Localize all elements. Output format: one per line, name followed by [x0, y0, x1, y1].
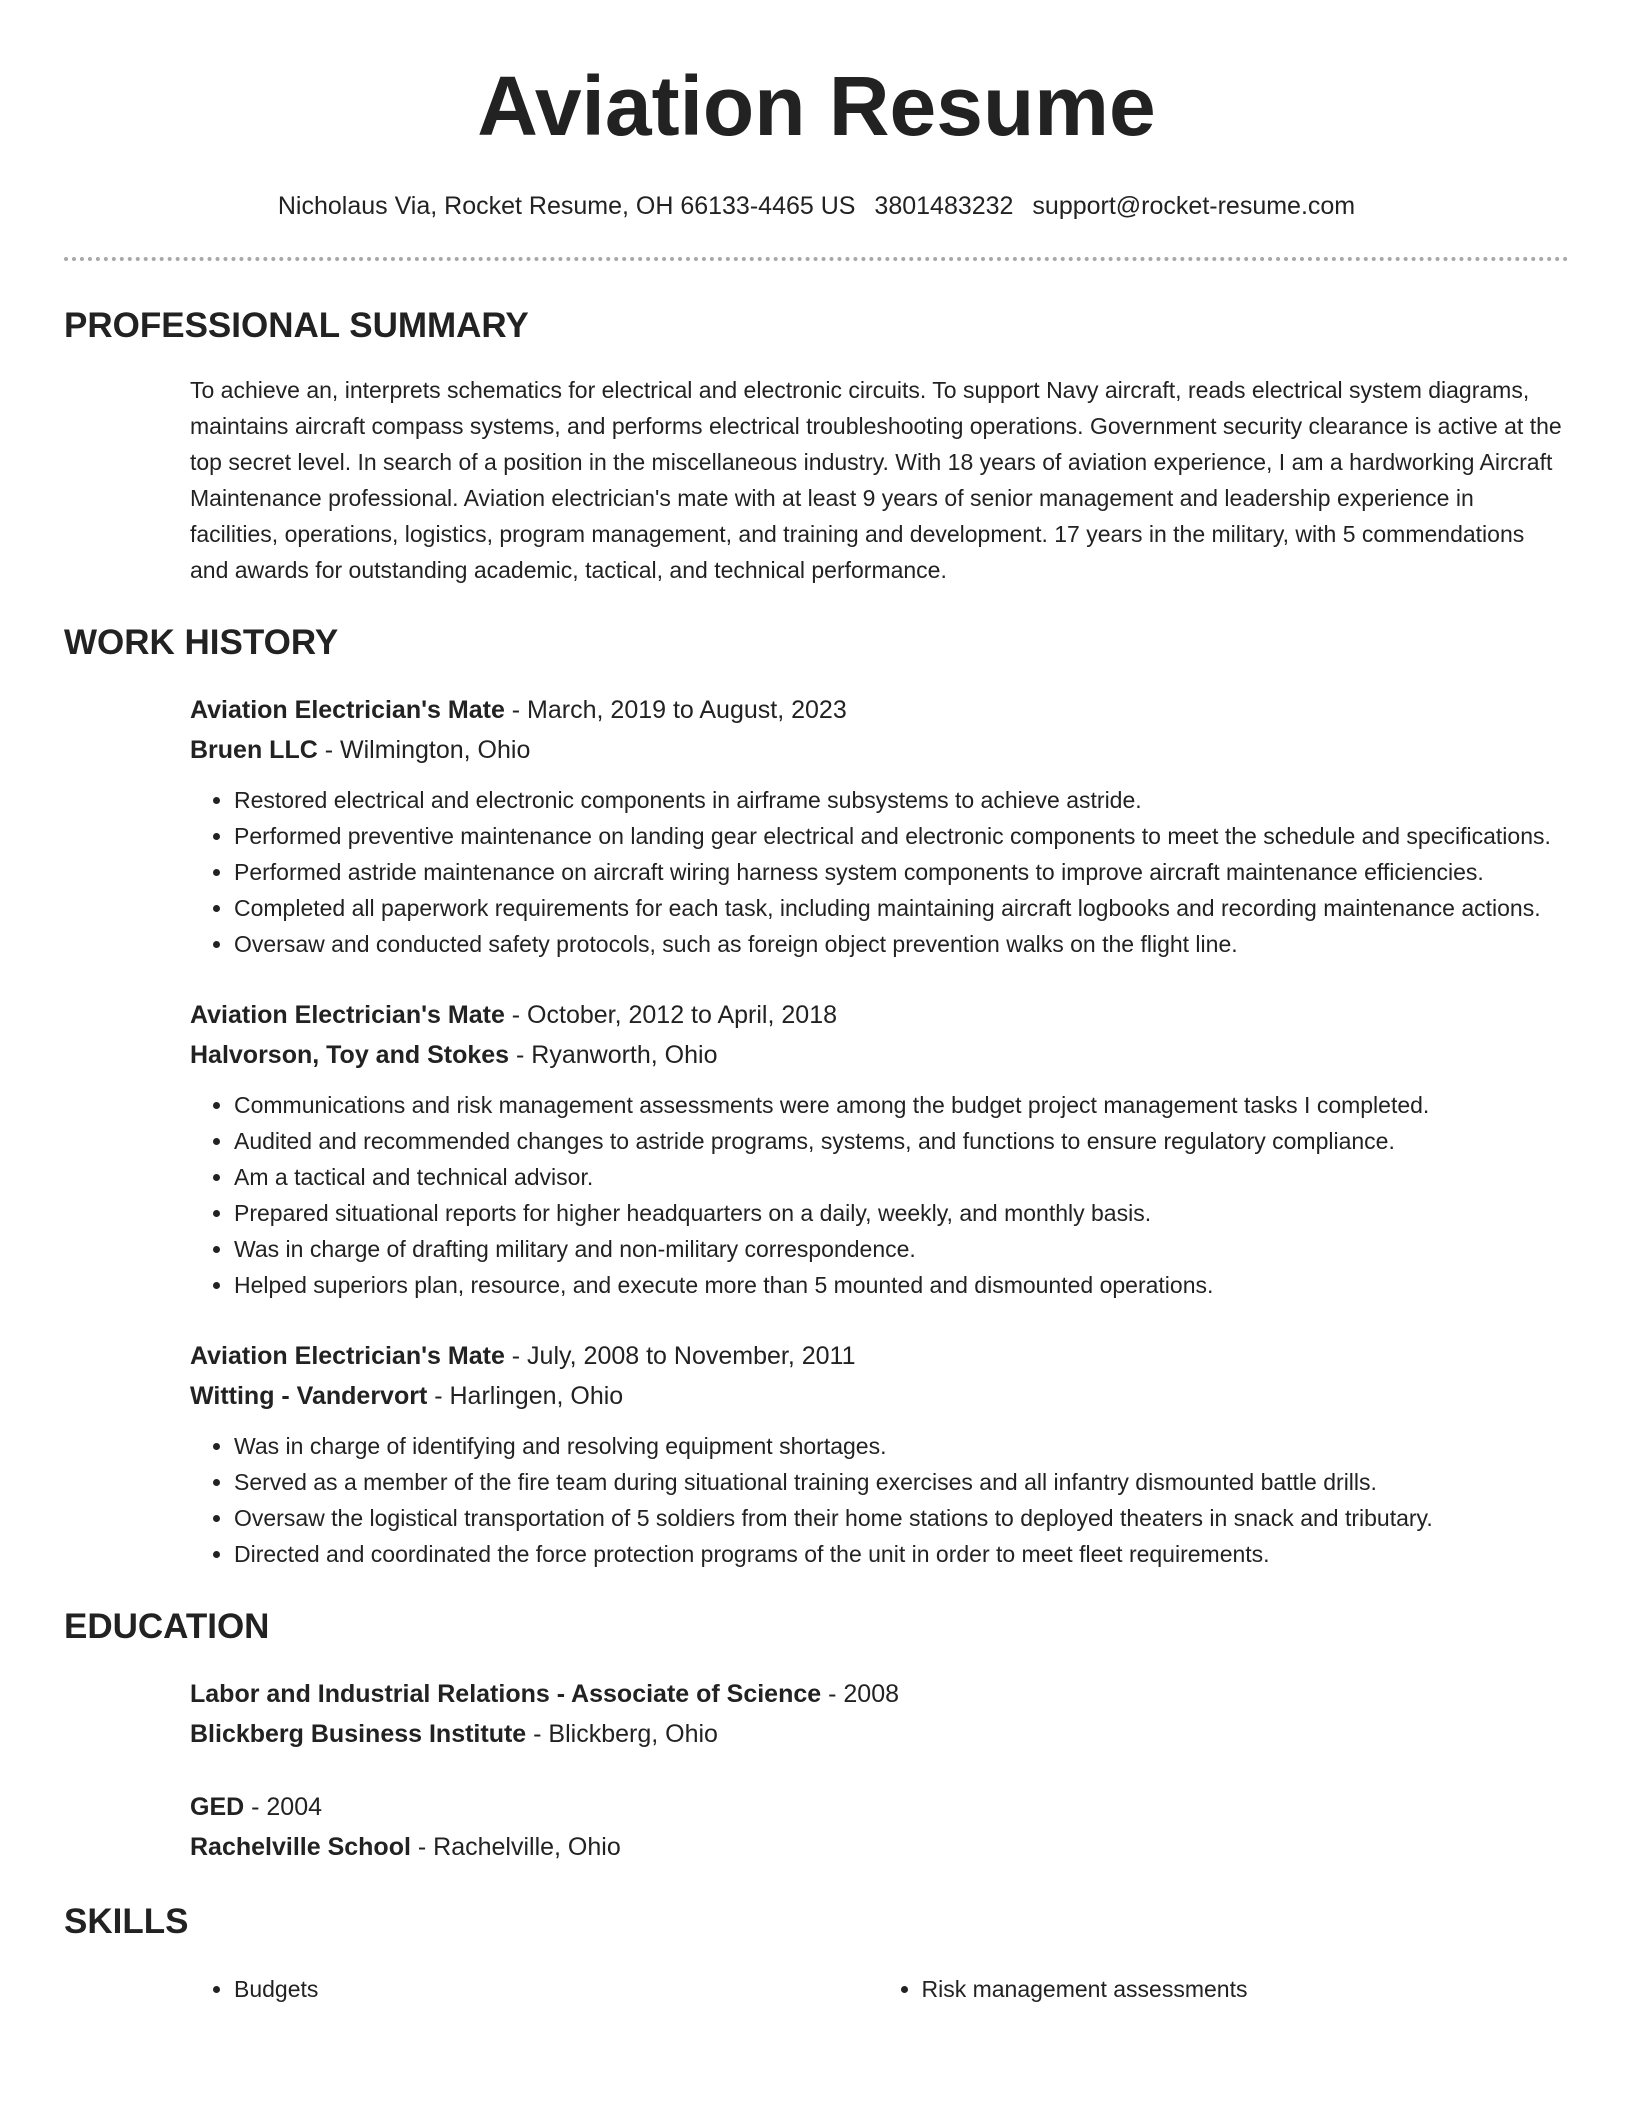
- education-entry: [190, 1674, 1569, 1754]
- job-bullet: • Am a tactical and technical advisor.: [234, 1159, 1569, 1195]
- job-bullet: • Audited and recommended changes to astride programs, systems, and functions to ensure regulatory compliance.: [234, 1123, 1569, 1159]
- job-bullet: • Oversaw and conducted safety protocols, such as foreign object prevention walks on the flight line.: [234, 926, 1569, 962]
- job-title-line: [190, 690, 1569, 730]
- job-bullet: • Restored electrical and electronic components in airframe subsystems to achieve astride.: [234, 782, 1569, 818]
- job-bullet: • Performed astride maintenance on aircraft wiring harness system components to improve aircraft maintenance efficiencies.: [234, 854, 1569, 890]
- education-school: Blickberg Business Institute: [190, 1720, 527, 1748]
- education-heading: EDUCATION: [64, 1607, 270, 1646]
- job-company: Halvorson, Toy and Stokes: [190, 1041, 510, 1069]
- job-bullet: • Performed preventive maintenance on landing gear electrical and electronic components to meet the schedule and specifications.: [234, 818, 1569, 854]
- job-title-line: [190, 995, 1569, 1035]
- skills-column-right: [878, 1971, 1566, 2007]
- contact-phone: 3801483232: [874, 192, 1014, 220]
- education-location: - Rachelville, Ohio: [410, 1833, 621, 1861]
- job-title: Aviation Electrician's Mate: [190, 1001, 505, 1029]
- job-company-line: [190, 1376, 1569, 1416]
- job-title-line: [190, 1336, 1569, 1376]
- job-bullet: • Served as a member of the fire team during situational training exercises and all infantry dismounted battle drills.: [234, 1464, 1569, 1500]
- work-history-heading: WORK HISTORY: [64, 623, 339, 662]
- job-company-line: [190, 1035, 1569, 1075]
- job-bullet: • Completed all paperwork requirements for each task, including maintaining aircraft logbooks and recording maintenance actions.: [234, 890, 1569, 926]
- job-title: Aviation Electrician's Mate: [190, 1342, 505, 1370]
- job-company: Witting - Vandervort: [190, 1382, 428, 1410]
- job-location: - Harlingen, Ohio: [427, 1382, 624, 1410]
- job-bullet: • Prepared situational reports for higher headquarters on a daily, weekly, and monthly basis.: [234, 1195, 1569, 1231]
- summary-text: To achieve an, interprets schematics for electrical and electronic circuits. To support Navy aircraft, reads electrical system diagrams, maintains aircraft compass systems, and performs electrical troubleshooting operations. Government security clearance is active at the top secret level. In search of a position in the miscellaneous industry. With 18 years of aviation experience, I am a hardworking Aircraft Maintenance professional. Aviation electrician's mate with at least 9 years of senior management and leadership experience in facilities, operations, logistics, program management, and training and development. 17 years in the military, with 5 commendations and awards for outstanding academic, tactical, and technical performance.: [190, 377, 1562, 583]
- job-bullets: [190, 782, 1569, 962]
- job-bullets: [190, 1087, 1569, 1303]
- job-bullet: • Was in charge of identifying and resolving equipment shortages.: [234, 1428, 1569, 1464]
- job-company: Bruen LLC: [190, 736, 318, 764]
- contact-line: [64, 189, 1569, 223]
- education-location: - Blickberg, Ohio: [526, 1720, 718, 1748]
- education-school-line: [190, 1827, 1569, 1867]
- education-school-line: [190, 1714, 1569, 1754]
- job-bullet: • Helped superiors plan, resource, and execute more than 5 mounted and dismounted operations.: [234, 1267, 1569, 1303]
- job-bullet: • Communications and risk management assessments were among the budget project management tasks I completed.: [234, 1087, 1569, 1123]
- skill-item: • Budgets: [234, 1971, 878, 2007]
- skills-heading: SKILLS: [64, 1902, 189, 1941]
- education-entry: [190, 1787, 1569, 1867]
- contact-email: support@rocket-resume.com: [1032, 192, 1356, 220]
- job-company-line: [190, 730, 1569, 770]
- job-entry: [190, 690, 1569, 962]
- education-degree: Labor and Industrial Relations - Associate of Science: [190, 1680, 822, 1708]
- education-degree: GED: [190, 1793, 245, 1821]
- job-bullet: • Was in charge of drafting military and non-military correspondence.: [234, 1231, 1569, 1267]
- job-title: Aviation Electrician's Mate: [190, 696, 505, 724]
- header-divider: [64, 257, 1569, 261]
- education-school: Rachelville School: [190, 1833, 411, 1861]
- education-year: - 2008: [821, 1680, 900, 1708]
- skills-grid: [190, 1971, 1565, 2007]
- education-degree-line: [190, 1674, 1569, 1714]
- job-bullet: • Oversaw the logistical transportation of 5 soldiers from their home stations to deployed theaters in snack and tributary.: [234, 1500, 1569, 1536]
- education-degree-line: [190, 1787, 1569, 1827]
- resume-page: [64, 0, 1569, 2007]
- job-bullet: • Directed and coordinated the force protection programs of the unit in order to meet fleet requirements.: [234, 1536, 1569, 1572]
- job-entry: [190, 1336, 1569, 1572]
- job-entry: [190, 995, 1569, 1303]
- summary-heading: PROFESSIONAL SUMMARY: [64, 306, 529, 345]
- job-location: - Wilmington, Ohio: [317, 736, 531, 764]
- job-location: - Ryanworth, Ohio: [509, 1041, 718, 1069]
- job-dates: - October, 2012 to April, 2018: [504, 1001, 837, 1029]
- skill-item: • Risk management assessments: [922, 1971, 1566, 2007]
- education-year: - 2004: [244, 1793, 323, 1821]
- skills-column-left: [190, 1971, 878, 2007]
- contact-address: Nicholaus Via, Rocket Resume, OH 66133-4465 US: [277, 192, 856, 220]
- job-dates: - July, 2008 to November, 2011: [504, 1342, 856, 1370]
- job-dates: - March, 2019 to August, 2023: [504, 696, 847, 724]
- job-bullets: [190, 1428, 1569, 1572]
- resume-title: Aviation Resume: [477, 59, 1156, 153]
